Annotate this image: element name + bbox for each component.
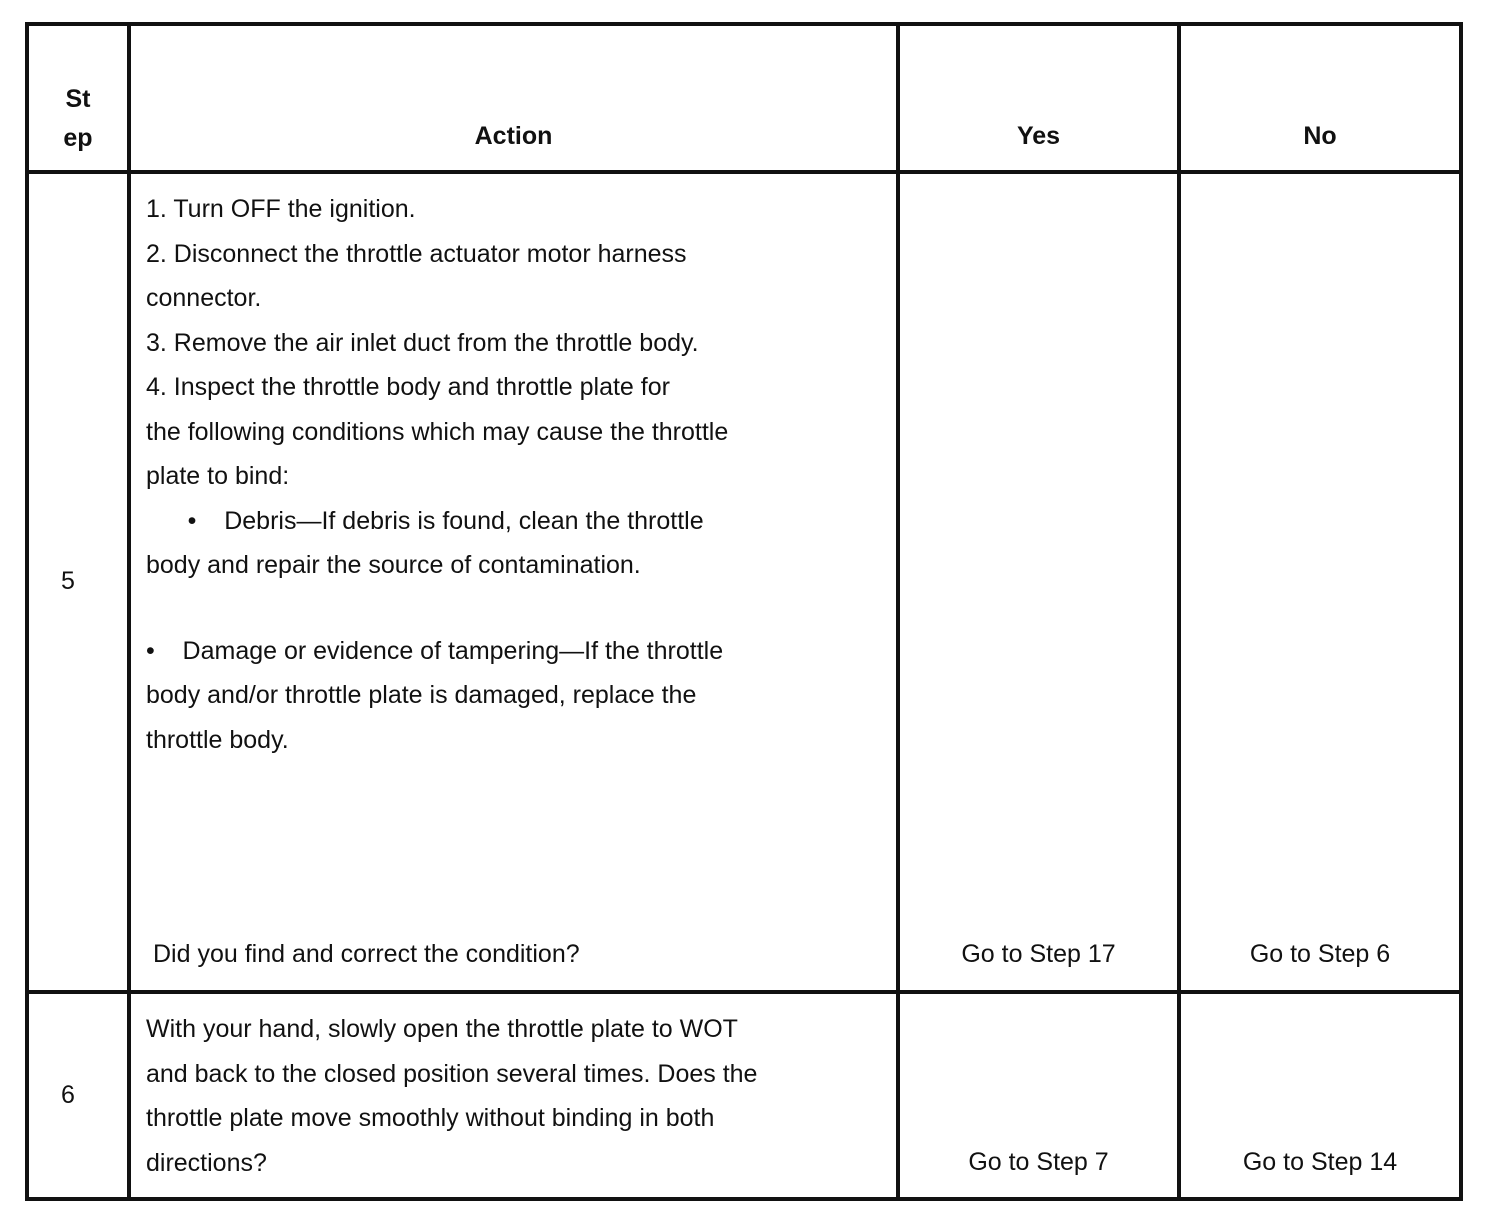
column-divider-action [896, 22, 900, 1200]
action-line: body and repair the source of contamination. [146, 551, 641, 579]
header-no: No [1303, 122, 1337, 150]
action-line: 1. Turn OFF the ignition. [146, 195, 416, 223]
action-line: 4. Inspect the throttle body and throttle plate for [146, 373, 670, 401]
action-line: • Damage or evidence of tampering—If the throttle [146, 636, 724, 665]
table-border-bottom [25, 1197, 1463, 1201]
row-5-step: 5 [61, 567, 75, 595]
action-line: and back to the closed position several times. Does the [146, 1059, 758, 1088]
action-line: the following conditions which may cause the throttle [146, 417, 729, 446]
action-line: 2. Disconnect the throttle actuator motor harness [146, 239, 687, 268]
table-border-left [25, 22, 29, 1200]
row-divider [25, 990, 1463, 994]
column-divider-yes [1177, 22, 1181, 1200]
header-step-line1: St [65, 85, 91, 113]
row-5-action [146, 187, 728, 762]
column-divider-step [127, 22, 131, 1200]
row-5-yes: Go to Step 17 [961, 940, 1116, 968]
row-6-yes: Go to Step 7 [968, 1148, 1109, 1176]
header-yes: Yes [1016, 122, 1061, 150]
header-step [29, 80, 127, 158]
row-6-action [146, 1007, 757, 1185]
header-step-line2: ep [63, 124, 93, 152]
table-border-top [25, 22, 1463, 26]
action-line: directions? [146, 1148, 267, 1177]
row-6-step: 6 [61, 1081, 75, 1109]
action-line: throttle plate move smoothly without binding in both [146, 1104, 715, 1132]
action-line: connector. [146, 284, 262, 312]
action-line: • Debris—If debris is found, clean the throttle [146, 506, 704, 535]
header-action: Action [474, 122, 553, 150]
row-5-question: Did you find and correct the condition? [153, 940, 580, 968]
diagnostic-table [25, 22, 1463, 1200]
action-line: plate to bind: [146, 462, 290, 490]
action-line [146, 588, 728, 629]
action-line: body and/or throttle plate is damaged, replace the [146, 681, 697, 709]
table-border-right [1459, 22, 1463, 1200]
action-line: throttle body. [146, 725, 289, 754]
row-6-no: Go to Step 14 [1242, 1148, 1398, 1176]
header-divider [25, 170, 1463, 174]
action-line: 3. Remove the air inlet duct from the throttle body. [146, 328, 699, 357]
row-5-no: Go to Step 6 [1249, 940, 1391, 968]
action-line: With your hand, slowly open the throttle plate to WOT [146, 1015, 738, 1043]
